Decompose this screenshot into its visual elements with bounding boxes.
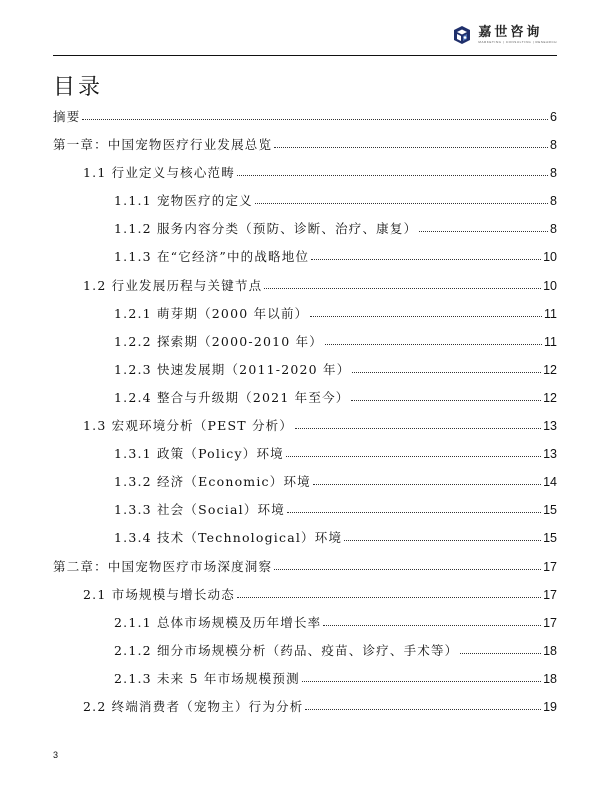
- dot-leader: [295, 416, 541, 430]
- dot-leader: [287, 500, 541, 514]
- dot-leader: [237, 585, 541, 599]
- toc-entry-label: 1.1.3 在“它经济”中的战略地位: [114, 249, 310, 265]
- dot-leader: [302, 669, 541, 683]
- table-of-contents: [53, 103, 557, 721]
- toc-entry-page: 11: [544, 334, 557, 349]
- toc-entry-page: 13: [543, 447, 557, 462]
- toc-entry-page: 12: [543, 390, 557, 405]
- toc-entry-page: 17: [543, 587, 557, 602]
- toc-entry-page: 6: [550, 110, 557, 124]
- toc-entry[interactable]: [53, 300, 557, 328]
- dot-leader: [264, 276, 541, 290]
- toc-entry-page: 17: [543, 559, 557, 574]
- toc-entry[interactable]: [53, 468, 557, 496]
- toc-entry[interactable]: [53, 131, 557, 159]
- toc-entry-label: 1.3.3 社会（Social）环境: [114, 502, 285, 518]
- toc-entry[interactable]: [53, 553, 557, 581]
- toc-entry[interactable]: [53, 609, 557, 637]
- dot-leader: [344, 528, 541, 542]
- toc-entry[interactable]: [53, 440, 557, 468]
- dot-leader: [313, 472, 541, 486]
- toc-entry-page: 15: [543, 531, 557, 546]
- toc-entry-page: 10: [543, 278, 557, 293]
- page-number: 3: [53, 750, 59, 760]
- toc-entry-label: 1.3.4 技术（Technological）环境: [114, 530, 343, 546]
- toc-entry-page: 13: [543, 419, 557, 434]
- brand-logo: [451, 24, 557, 46]
- brand-logo-icon: [451, 24, 473, 46]
- toc-entry-page: 18: [543, 643, 557, 658]
- page-header: [53, 18, 557, 56]
- toc-entry[interactable]: [53, 384, 557, 412]
- toc-entry-page: 8: [550, 166, 557, 181]
- toc-entry-label: 1.2.2 探索期（2000-2010 年）: [114, 333, 323, 349]
- toc-entry-label: 1.1 行业定义与核心范畴: [83, 165, 235, 181]
- toc-entry[interactable]: [53, 328, 557, 356]
- dot-leader: [255, 191, 548, 205]
- dot-leader: [286, 444, 541, 458]
- toc-entry-label: 1.2 行业发展历程与关键节点: [83, 277, 263, 293]
- toc-entry-label: 1.3 宏观环境分析（PEST 分析）: [83, 418, 294, 434]
- toc-entry[interactable]: [53, 665, 557, 693]
- dot-leader: [323, 613, 541, 627]
- toc-title: 目录: [53, 75, 104, 100]
- dot-leader: [305, 697, 541, 711]
- toc-entry-page: 15: [543, 503, 557, 518]
- toc-entry[interactable]: [53, 159, 557, 187]
- toc-entry-label: 1.2.3 快速发展期（2011-2020 年）: [114, 361, 351, 377]
- toc-entry-label: 2.2 终端消费者（宠物主）行为分析: [83, 698, 304, 714]
- dot-leader: [351, 388, 541, 402]
- toc-entry-label: 1.3.1 政策（Policy）环境: [114, 446, 284, 462]
- dot-leader: [274, 557, 541, 571]
- dot-leader: [460, 641, 541, 655]
- toc-entry-label: 1.1.2 服务内容分类（预防、诊断、治疗、康复）: [114, 221, 418, 237]
- toc-entry[interactable]: [53, 243, 557, 271]
- toc-entry[interactable]: [53, 412, 557, 440]
- toc-entry-page: 19: [543, 699, 557, 714]
- dot-leader: [82, 107, 548, 121]
- brand-name: 嘉世咨询: [478, 25, 543, 40]
- toc-entry[interactable]: [53, 272, 557, 300]
- dot-leader: [419, 219, 548, 233]
- toc-entry-page: 8: [550, 138, 557, 153]
- toc-entry-label: 第一章：中国宠物医疗行业发展总览: [53, 137, 273, 153]
- toc-entry-page: 8: [550, 222, 557, 237]
- toc-entry-page: 14: [543, 475, 557, 490]
- toc-entry-page: 17: [543, 615, 557, 630]
- toc-entry-label: 1.3.2 经济（Economic）环境: [114, 474, 311, 490]
- dot-leader: [274, 135, 548, 149]
- dot-leader: [325, 332, 542, 346]
- dot-leader: [237, 163, 548, 177]
- toc-entry[interactable]: [53, 524, 557, 552]
- toc-entry-page: 8: [550, 194, 557, 209]
- dot-leader: [311, 247, 541, 261]
- toc-entry[interactable]: [53, 693, 557, 721]
- dot-leader: [310, 304, 542, 318]
- toc-entry-page: 11: [544, 306, 557, 321]
- toc-entry-page: 12: [543, 362, 557, 377]
- toc-entry[interactable]: [53, 103, 557, 131]
- dot-leader: [352, 360, 541, 374]
- toc-entry[interactable]: [53, 637, 557, 665]
- toc-entry[interactable]: [53, 356, 557, 384]
- toc-entry[interactable]: [53, 187, 557, 215]
- toc-entry-page: 10: [543, 250, 557, 265]
- toc-entry[interactable]: [53, 215, 557, 243]
- toc-entry-label: 1.1.1 宠物医疗的定义: [114, 193, 253, 209]
- toc-entry-label: 摘要: [53, 109, 81, 124]
- toc-entry-label: 2.1.2 细分市场规模分析（药品、疫苗、诊疗、手术等）: [114, 642, 459, 658]
- toc-entry-label: 第二章：中国宠物医疗市场深度洞察: [53, 558, 273, 574]
- toc-entry-page: 18: [543, 671, 557, 686]
- brand-tagline: MARKETING | CONSULTING | RESEARCH: [478, 40, 557, 44]
- toc-entry-label: 2.1.3 未来 5 年市场规模预测: [114, 670, 300, 686]
- toc-entry[interactable]: [53, 581, 557, 609]
- toc-entry[interactable]: [53, 496, 557, 524]
- toc-entry-label: 1.2.1 萌芽期（2000 年以前）: [114, 305, 309, 321]
- toc-entry-label: 2.1.1 总体市场规模及历年增长率: [114, 614, 322, 630]
- toc-entry-label: 2.1 市场规模与增长动态: [83, 586, 235, 602]
- toc-entry-label: 1.2.4 整合与升级期（2021 年至今）: [114, 389, 350, 405]
